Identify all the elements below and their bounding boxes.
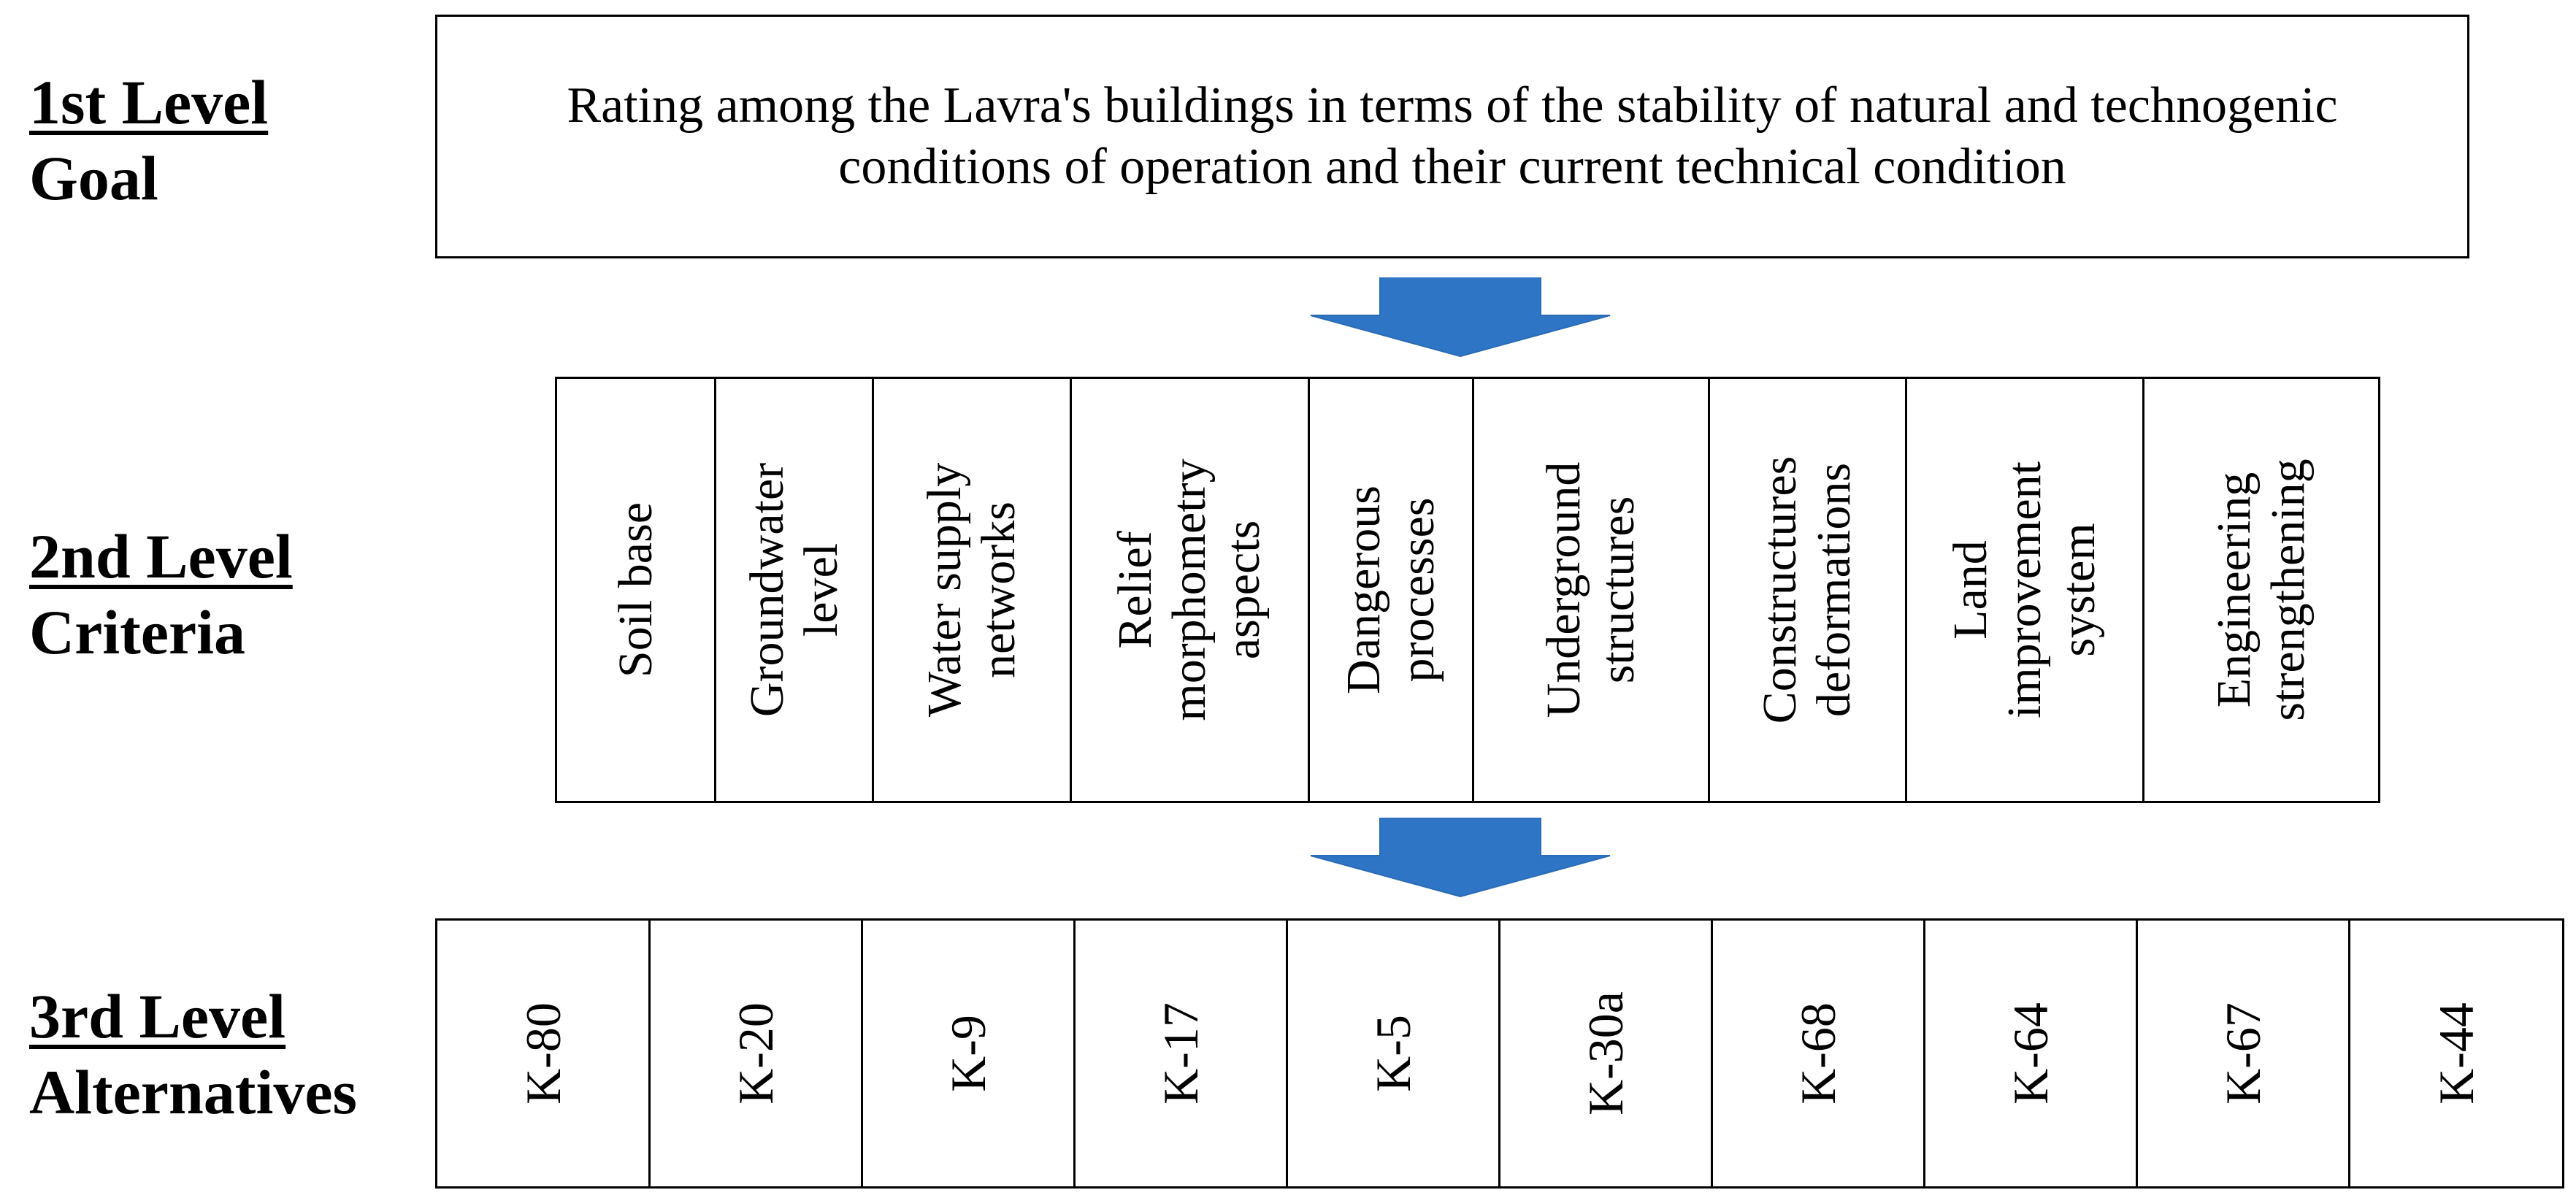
criterion-cell	[1472, 379, 1708, 801]
level-3-title: 3rd Level	[29, 981, 286, 1051]
criterion-label: Soil base	[608, 502, 662, 678]
criterion-cell	[1308, 379, 1472, 801]
alternative-cell	[1073, 921, 1286, 1186]
criterion-cell	[1070, 379, 1307, 801]
alternative-cell	[1498, 921, 1711, 1186]
level-1-label	[29, 64, 268, 216]
level-3-label	[29, 978, 357, 1130]
alternative-cell	[648, 921, 861, 1186]
criterion-cell	[2142, 379, 2378, 801]
alternative-label: K-17	[1153, 1002, 1208, 1105]
level-3-name: Alternatives	[29, 1057, 357, 1127]
alternative-cell	[1711, 921, 1923, 1186]
alternatives-row	[435, 918, 2564, 1189]
criterion-label: Groundwater level	[740, 462, 848, 718]
alternative-cell	[437, 921, 648, 1186]
alternative-cell	[1923, 921, 2136, 1186]
alternative-label: K-68	[1790, 1002, 1846, 1105]
criterion-cell	[1905, 379, 2142, 801]
down-arrow-icon	[1307, 818, 1614, 898]
criterion-label: Engineering strengthening	[2207, 458, 2315, 721]
criterion-label: Relief morphometry aspects	[1108, 458, 1270, 721]
goal-text: Rating among the Lavra's buildings in terms of the stability of natural and technogenic conditions of operation and their current technical condition	[567, 77, 2338, 195]
level-2-title: 2nd Level	[29, 521, 293, 591]
alternative-label: K-30a	[1578, 991, 1633, 1116]
criterion-cell	[1708, 379, 1904, 801]
criteria-row	[555, 377, 2380, 803]
criterion-label: Dangerous processes	[1336, 485, 1444, 694]
level-2-label	[29, 518, 293, 670]
alternative-label: K-44	[2429, 1002, 2484, 1105]
criterion-cell	[557, 379, 714, 801]
level-1-name: Goal	[29, 143, 158, 213]
criterion-label: Constructures deformations	[1753, 456, 1861, 724]
level-1-title: 1st Level	[29, 67, 269, 137]
criterion-label: Water supply networks	[918, 462, 1026, 718]
alternative-label: K-5	[1365, 1015, 1421, 1092]
alternative-cell	[1286, 921, 1498, 1186]
alternative-label: K-20	[728, 1002, 783, 1105]
down-arrow-icon	[1307, 277, 1614, 358]
criterion-cell	[872, 379, 1070, 801]
alternative-label: K-80	[515, 1002, 571, 1105]
level-2-name: Criteria	[29, 597, 246, 667]
criterion-label: Underground structures	[1537, 461, 1645, 718]
criterion-label: Land improvement system	[1943, 461, 2105, 718]
alternative-label: K-67	[2215, 1002, 2271, 1105]
goal-box	[435, 15, 2469, 258]
criterion-cell	[714, 379, 871, 801]
alternative-cell	[2348, 921, 2562, 1186]
alternative-label: K-9	[940, 1015, 996, 1092]
alternative-cell	[2136, 921, 2348, 1186]
alternative-cell	[861, 921, 1073, 1186]
alternative-label: K-64	[2003, 1002, 2058, 1105]
